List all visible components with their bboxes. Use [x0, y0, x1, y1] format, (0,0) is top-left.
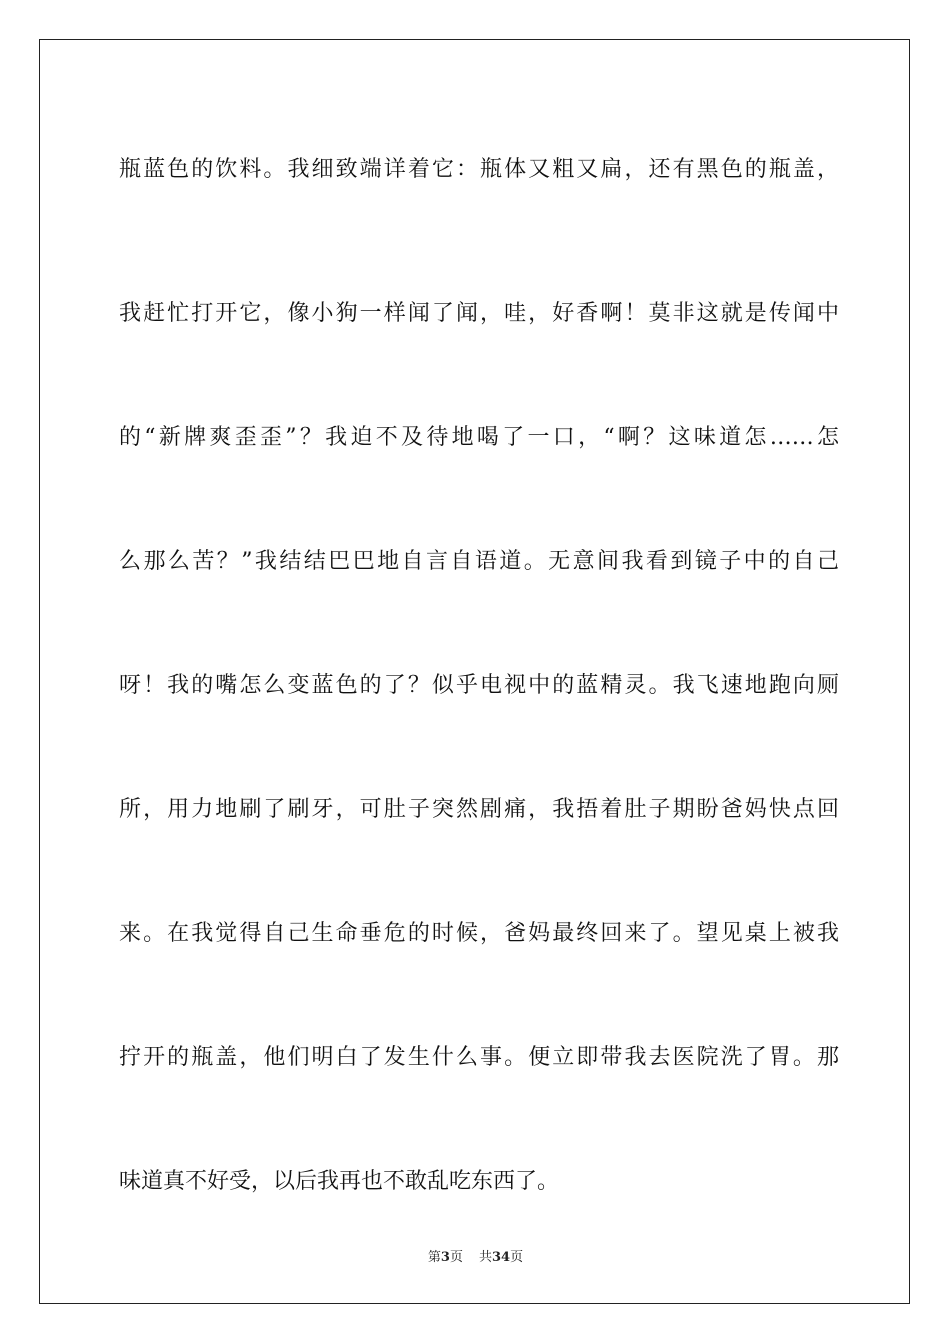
text-line-1: 瓶蓝色的饮料。我细致端详着它：瓶体又粗又扁，还有黑色的瓶盖， [119, 157, 839, 182]
page-footer [40, 1246, 911, 1265]
text-line-8: 拧开的瓶盖，他们明白了发生什么事。便立即带我去医院洗了胃。那 [119, 1045, 839, 1070]
page-frame [39, 39, 910, 1304]
text-line-7: 来。在我觉得自己生命垂危的时候，爸妈最终回来了。望见桌上被我 [119, 921, 839, 946]
total-pages: 34 [491, 1250, 511, 1265]
page-number: 3 [440, 1250, 450, 1265]
text-line-5: 呀！我的嘴怎么变蓝色的了？似乎电视中的蓝精灵。我飞速地跑向厕 [119, 673, 839, 698]
text-line-3: 的“新牌爽歪歪”？我迫不及待地喝了一口，“啊？这味道怎……怎 [119, 425, 839, 450]
text-line-4: 么那么苦？”我结结巴巴地自言自语道。无意间我看到镜子中的自己 [119, 549, 839, 574]
text-line-6: 所，用力地刷了刷牙，可肚子突然剧痛，我捂着肚子期盼爸妈快点回 [119, 797, 839, 822]
text-line-9: 味道真不好受，以后我再也不敢乱吃东西了。 [119, 1169, 560, 1194]
text-line-2: 我赶忙打开它，像小狗一样闻了闻，哇，好香啊！莫非这就是传闻中 [119, 301, 839, 326]
total-suffix: 页 [510, 1250, 524, 1265]
page-prefix: 第 [427, 1250, 441, 1265]
total-prefix: 共 [478, 1250, 492, 1265]
page-suffix: 页 [449, 1250, 463, 1265]
